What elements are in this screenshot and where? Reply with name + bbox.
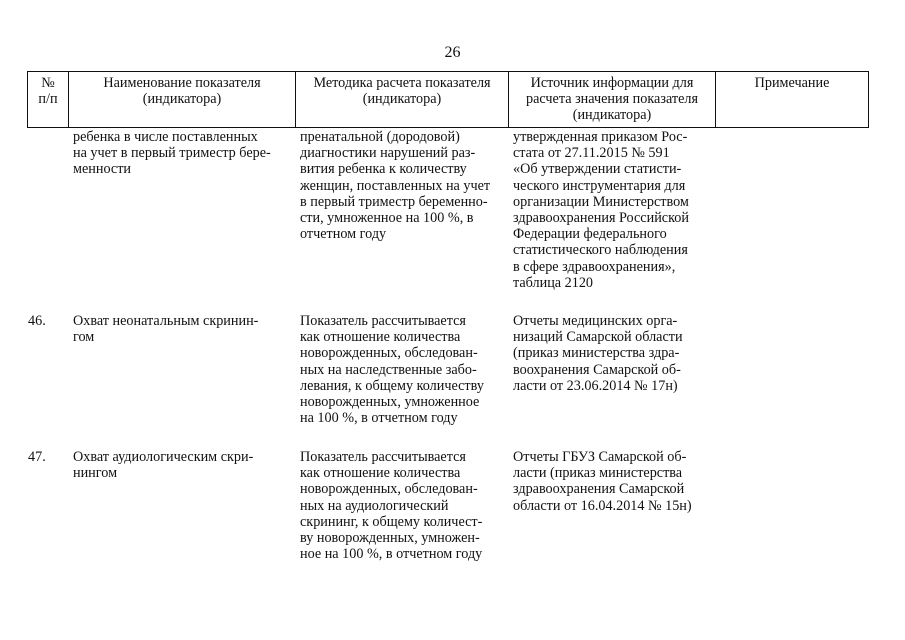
header-number: № п/п [28, 72, 69, 128]
row-indicator-name: ребенка в числе поставленных на учет в первый триместр бере- менности [73, 129, 271, 178]
indicator-table [27, 71, 869, 589]
row-number: 46. [28, 313, 46, 329]
header-note: Примечание [716, 72, 869, 128]
row-calculation-method: пренатальной (дородовой) диагностики нарушений раз- вития ребенка к количеству женщин, поставленных на учет в первый триместр беременно- сти, умноженное на 100 %, в отчетном году [300, 129, 491, 243]
table-row [28, 128, 869, 314]
row-number [28, 128, 69, 314]
table-row [28, 313, 869, 449]
row-information-source: Отчеты ГБУЗ Самарской об- ласти (приказ министерства здравоохранения Самарской области от 16.04.2014 № 15н) [513, 449, 692, 514]
header-calculation-method: Методика расчета показателя (индикатора) [296, 72, 509, 128]
table-row [28, 449, 869, 589]
header-information-source: Источник информации для расчета значения показателя (индикатора) [509, 72, 716, 128]
row-indicator-name: Охват аудиологическим скри- нингом [73, 449, 254, 482]
header-indicator-name: Наименование показателя (индикатора) [69, 72, 296, 128]
row-information-source: Отчеты медицинских орга- низаций Самарской области (приказ министерства здра- воохранения Самарской об- ласти от 23.06.2014 № 17н) [513, 313, 683, 394]
page-number: 26 [444, 44, 461, 61]
row-number: 47. [28, 449, 46, 465]
row-note [716, 313, 869, 449]
row-information-source: утвержденная приказом Рос- стата от 27.11.2015 № 591 «Об утверждении статисти- ческого инструментария для организации Министерством здравоохранения Российской Федерации федерального статистического наблюдения в сфере здравоохранения», таблица 2120 [513, 129, 689, 291]
row-indicator-name: Охват неонатальным скринин- гом [73, 313, 259, 346]
row-calculation-method: Показатель рассчитывается как отношение количества новорожденных, обследован- ных на аудиологический скрининг, к общему количест- ву новорожденных, умножен- ное на 100 %, в отчетном году [300, 449, 483, 563]
row-note [716, 128, 869, 314]
table-header-row [28, 72, 869, 128]
row-note [716, 449, 869, 589]
row-calculation-method: Показатель рассчитывается как отношение количества новорожденных, обследован- ных на наследственные забо- левания, к общему количеству новорожденных, умноженное на 100 %, в отчетном году [300, 313, 484, 427]
